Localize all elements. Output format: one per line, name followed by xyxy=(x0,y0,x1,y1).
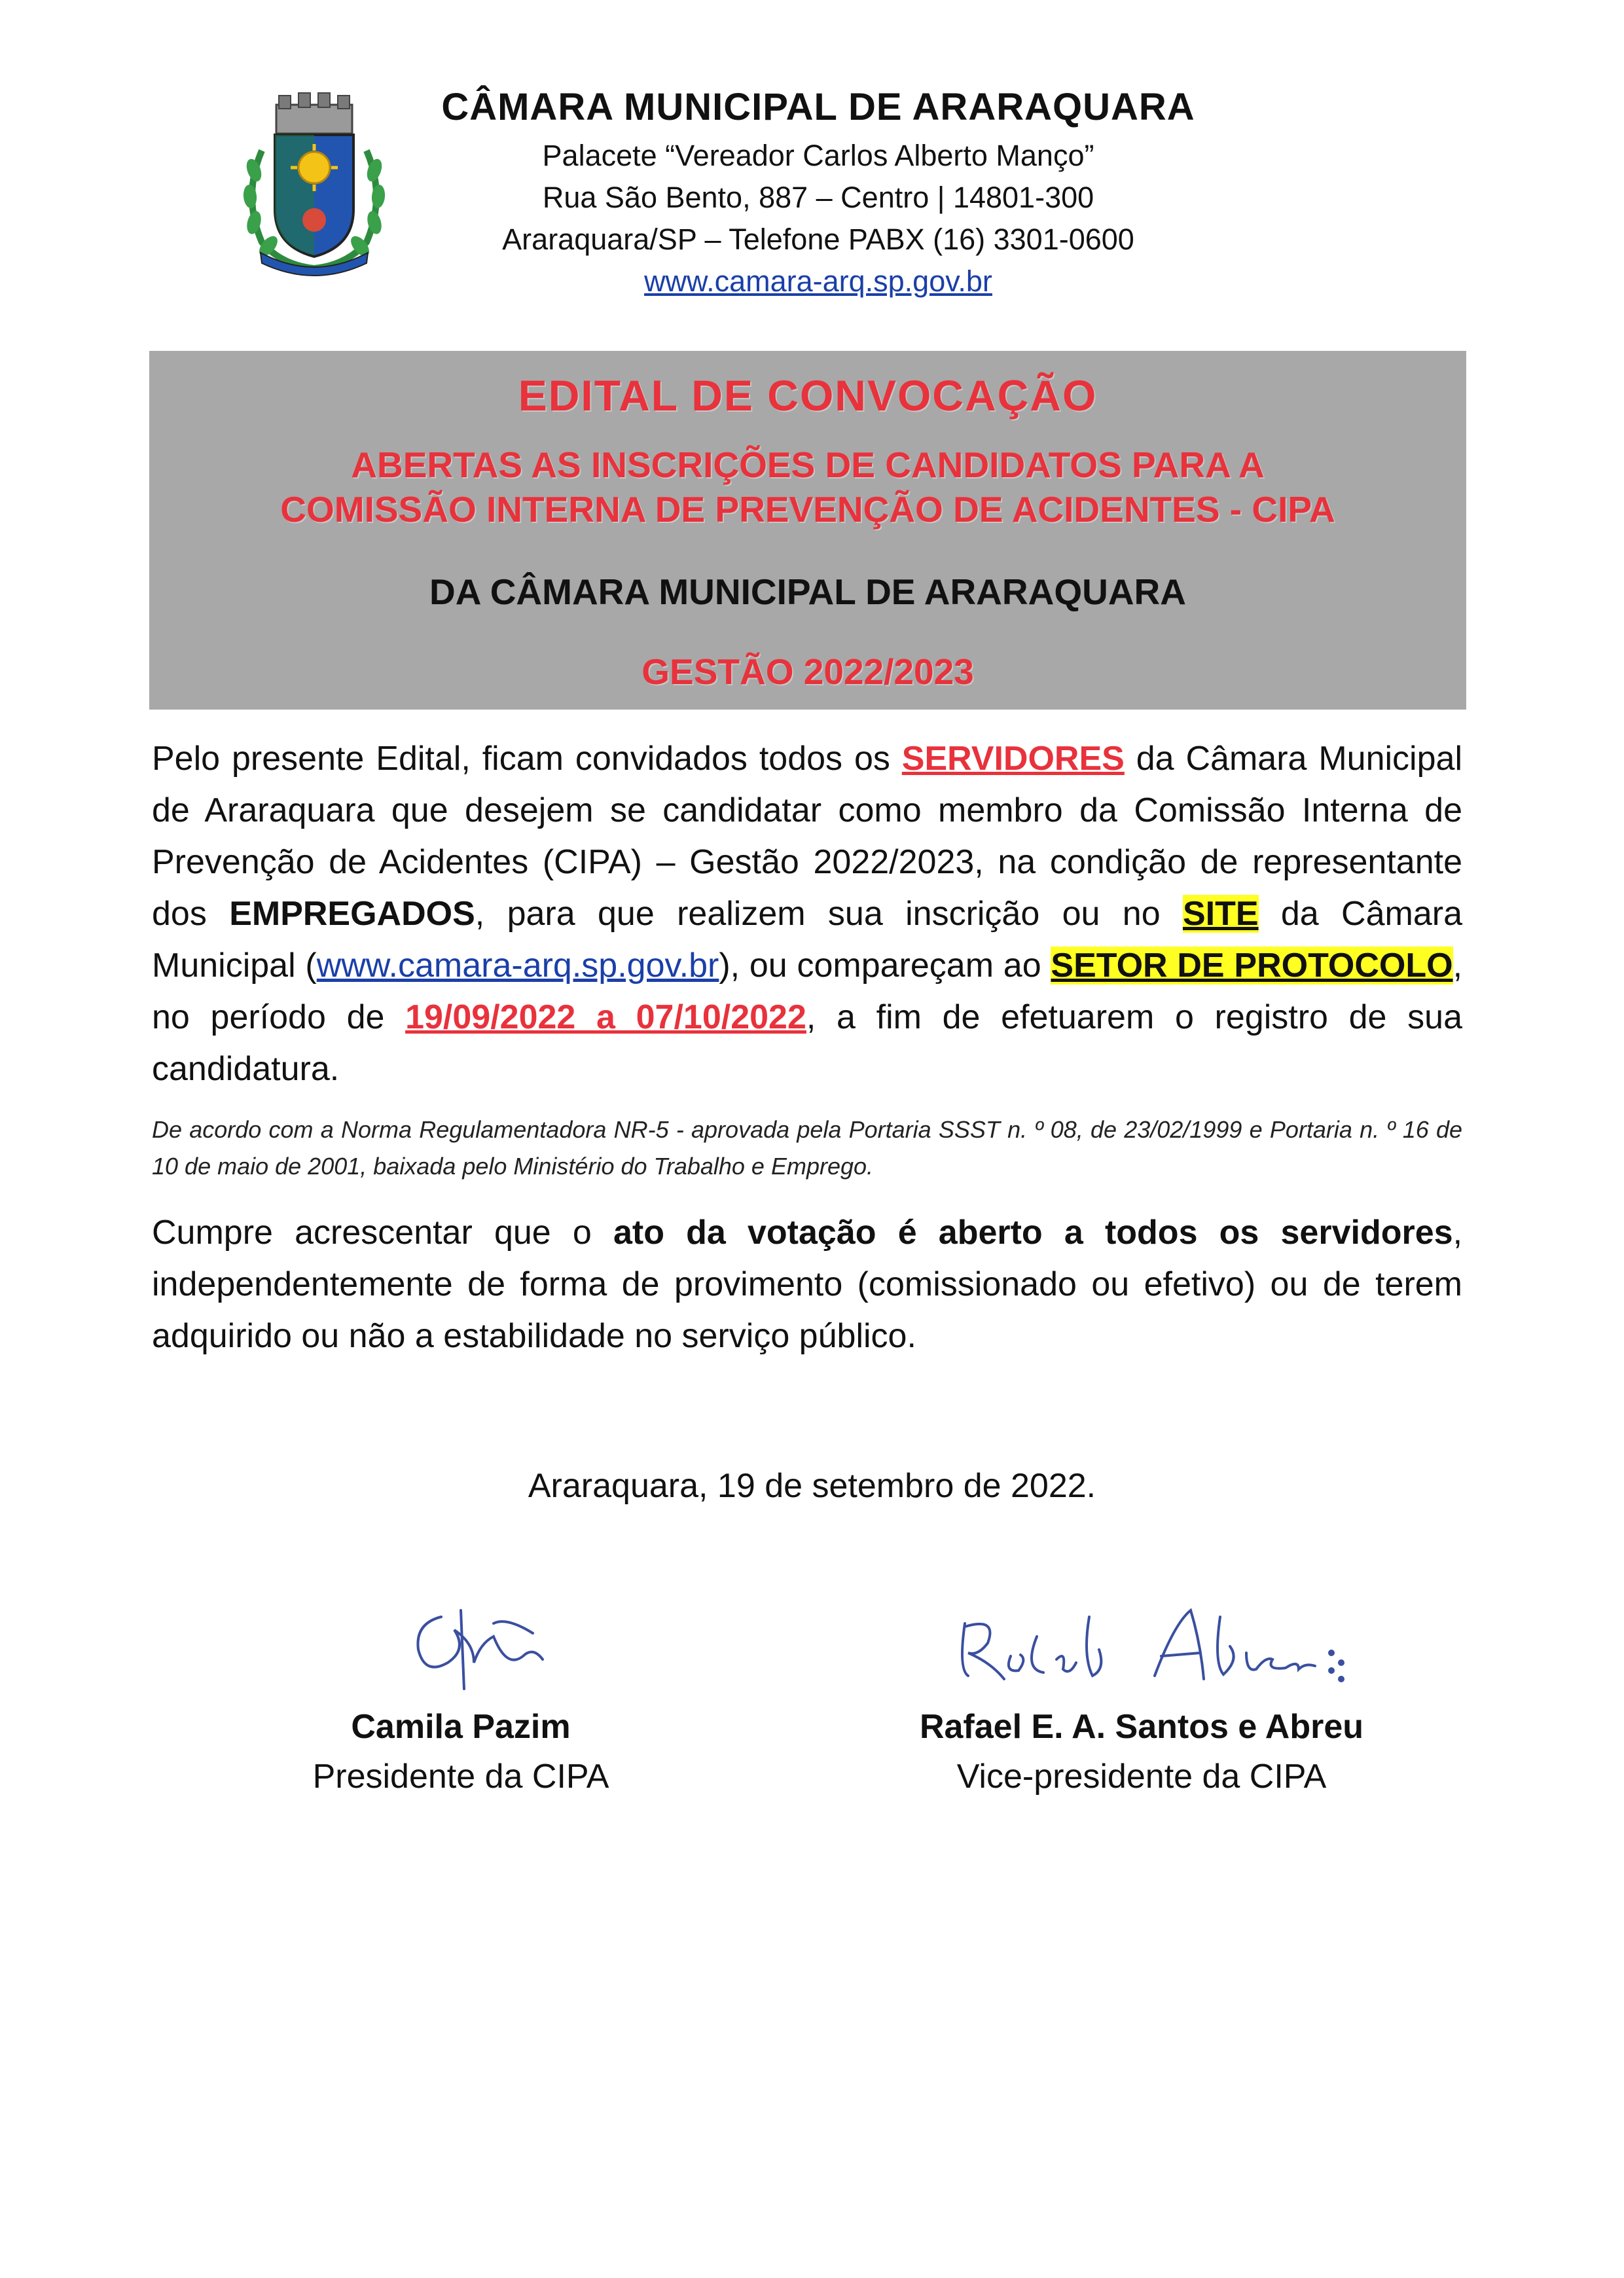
notice-subtitle-line-1: ABERTAS AS INSCRIÇÕES DE CANDIDATOS PARA A xyxy=(351,444,1265,485)
main-paragraph xyxy=(152,733,1462,1095)
date-line: Araraquara, 19 de setembro de 2022. xyxy=(528,1467,1096,1505)
signatory-role: Vice-presidente da CIPA xyxy=(956,1758,1327,1796)
signatory-name: Camila Pazim xyxy=(351,1708,571,1746)
organization-name: CÂMARA MUNICIPAL DE ARARAQUARA xyxy=(441,86,1195,128)
site-highlight: SITE xyxy=(1182,895,1259,933)
letterhead xyxy=(393,80,1244,302)
notice-title: EDITAL DE CONVOCAÇÃO xyxy=(518,371,1098,420)
notice-banner xyxy=(149,351,1466,710)
text-segment: , a fim de efetuarem o registro de sua candidatura. xyxy=(152,998,1462,1088)
signature-block-vice-president xyxy=(847,1597,1436,1801)
notice-subtitle xyxy=(149,443,1466,532)
notice-subtitle-line-2: COMISSÃO INTERNA DE PREVENÇÃO DE ACIDENTES - CIPA xyxy=(280,489,1335,530)
inline-website-link[interactable]: www.camara-arq.sp.gov.br xyxy=(316,947,719,985)
voting-emphasis: ato da votação é aberto a todos os servidores xyxy=(613,1214,1453,1252)
notice-organization: DA CÂMARA MUNICIPAL DE ARARAQUARA xyxy=(429,571,1186,612)
text-segment: da Câmara Municipal de Araraquara que desejem se candidatar como membro da Comissão Interna de Prevenção de Acidentes (CIPA) – Gestão 2022/2023, na condição de representante dos xyxy=(152,740,1463,933)
empregados-emphasis: EMPREGADOS xyxy=(229,895,475,933)
handwritten-signature xyxy=(166,1597,755,1702)
palace-name: Palacete “Vereador Carlos Alberto Manço” xyxy=(542,139,1094,172)
text-segment: , independentemente de forma de provimento (comissionado ou efetivo) ou de terem adquirido ou não a estabilidade no serviço público. xyxy=(152,1214,1463,1355)
text-segment: , no período de xyxy=(152,947,1463,1036)
text-segment: Cumpre acrescentar que o xyxy=(152,1214,613,1252)
signatory-role: Presidente da CIPA xyxy=(312,1758,609,1796)
voting-paragraph xyxy=(152,1207,1462,1362)
registration-period: 19/09/2022 a 07/10/2022 xyxy=(405,998,806,1036)
coat-of-arms-logo xyxy=(236,92,393,281)
text-segment: Pelo presente Edital, ficam convidados todos os xyxy=(152,740,902,778)
legal-note: De acordo com a Norma Regulamentadora NR-5 - aprovada pela Portaria SSST n. º 08, de 23/02/1999 e Portaria n. º 16 de 10 de maio de 2001, baixada pelo Ministério do Trabalho e Emprego. xyxy=(152,1116,1462,1180)
text-segment: ), ou compareçam ao xyxy=(719,947,1051,985)
text-segment: , para que realizem sua inscrição ou no xyxy=(475,895,1183,933)
text-segment: da Câmara Municipal ( xyxy=(152,895,1463,985)
signature-block-president xyxy=(166,1597,755,1801)
protocolo-highlight: SETOR DE PROTOCOLO xyxy=(1051,947,1453,985)
handwritten-signature xyxy=(847,1597,1436,1702)
servidores-emphasis: SERVIDORES xyxy=(901,740,1125,778)
notice-term: GESTÃO 2022/2023 xyxy=(641,651,974,692)
signatory-name: Rafael E. A. Santos e Abreu xyxy=(919,1708,1364,1746)
city-phone: Araraquara/SP – Telefone PABX (16) 3301-0600 xyxy=(502,223,1134,256)
street-address: Rua São Bento, 887 – Centro | 14801-300 xyxy=(542,181,1094,214)
website-link[interactable]: www.camara-arq.sp.gov.br xyxy=(644,264,992,298)
